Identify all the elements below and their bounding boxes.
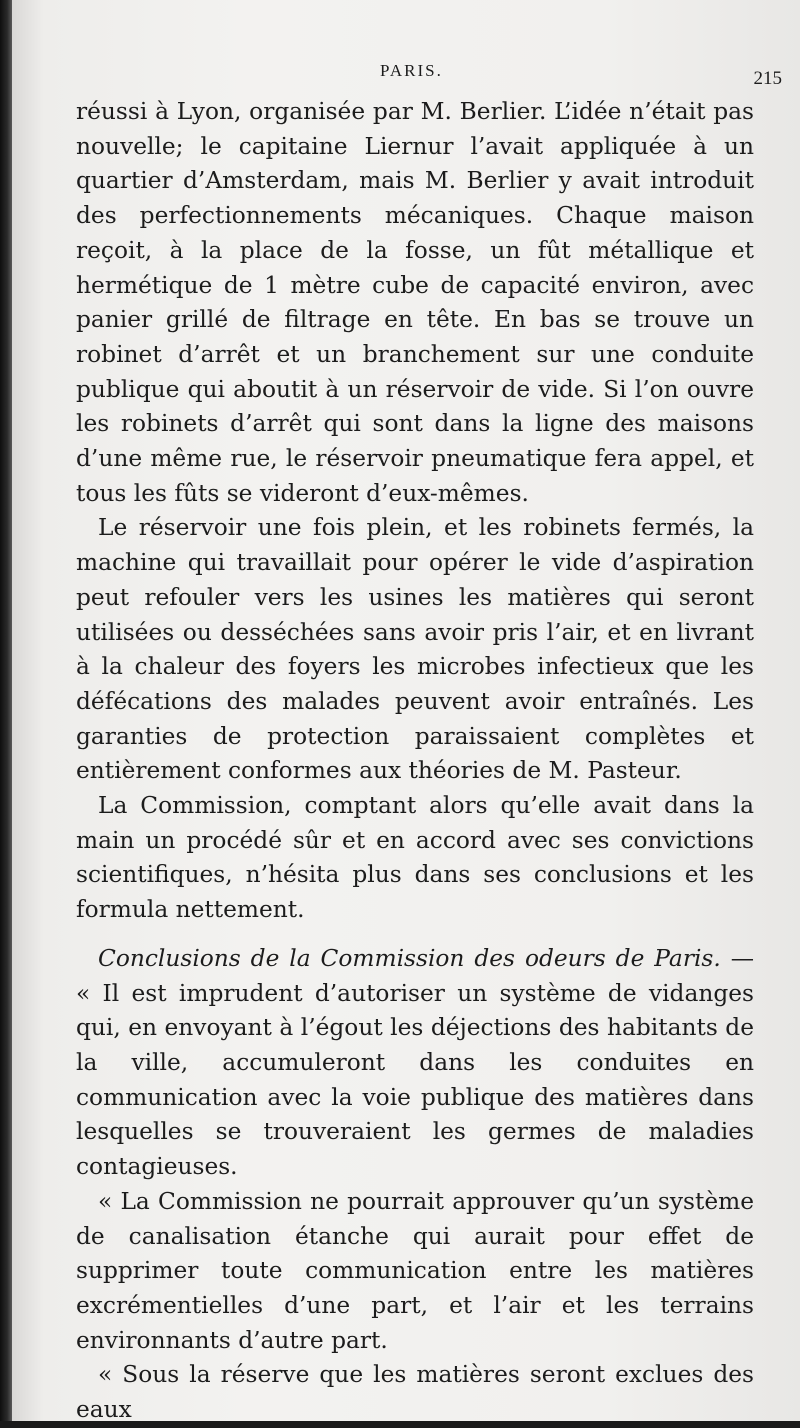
paragraph-2: Le réservoir une fois plein, et les robinets fermés, la machine qui travaillait pour opérer le vide d’aspiration peut refouler vers les usines les matières qui seront utilisées ou desséchées sans avoir pris l’air, et en livrant à la chaleur des foyers les microbes infectieux que les défécations des malades peuvent avoir entraînés. Les garanties de protection paraissaient complètes et entièrement conformes aux théories de M. Pasteur. (76, 514, 754, 785)
conclusions-text: — « Il est imprudent d’autoriser un système de vidanges qui, en envoyant à l’égout les déjections des habitants de la ville, accumuleront dans les conduites en communication avec la voie publique des matières dans lesquelles se trouveraient les germes de maladies contagieuses. (76, 944, 755, 1181)
quote-paragraph-1: « La Commission ne pourrait approuver qu’un système de canalisation étanche qui aurait pour effet de supprimer toute communication entre les matières excrémentielles d’une part, et l’air et les terrains environnants d’autre part. (76, 1187, 754, 1354)
quote-paragraph-2: « Sous la réserve que les matières seront exclues des eaux (76, 1361, 754, 1424)
running-title: PARIS. (380, 61, 443, 80)
page-number: 215 (753, 68, 782, 89)
book-page (12, 0, 800, 1424)
page-header (12, 58, 800, 88)
paragraph-1: réussi à Lyon, organisée par M. Berlier. L’idée n’était pas nouvelle; le capitaine Liernur l’avait appliquée à un quartier d’Amsterdam, mais M. Berlier y avait introduit des perfectionnements mécaniques. Chaque maison reçoit, à la place de la fosse, un fût métallique et hermétique de 1 mètre cube de capacité environ, avec panier grillé de filtrage en tête. En bas se trouve un robinet d’arrêt et un branchement sur une conduite publique qui aboutit à un réservoir de vide. Si l’on ouvre les robinets d’arrêt qui sont dans la ligne des maisons d’une même rue, le réservoir pneumatique fera appel, et tous les fûts se videront d’eux-mêmes. (76, 98, 754, 507)
conclusions-heading: Conclusions de la Commission des odeurs de Paris. (98, 944, 721, 972)
paragraph-3: La Commission, comptant alors qu’elle avait dans la main un procédé sûr et en accord avec ses convictions scientifiques, n’hésita plus dans ses conclusions et les formula nettement. (76, 792, 754, 924)
body-text (76, 95, 754, 1428)
conclusions-paragraph (76, 942, 754, 1185)
book-spine-shadow (0, 0, 12, 1421)
